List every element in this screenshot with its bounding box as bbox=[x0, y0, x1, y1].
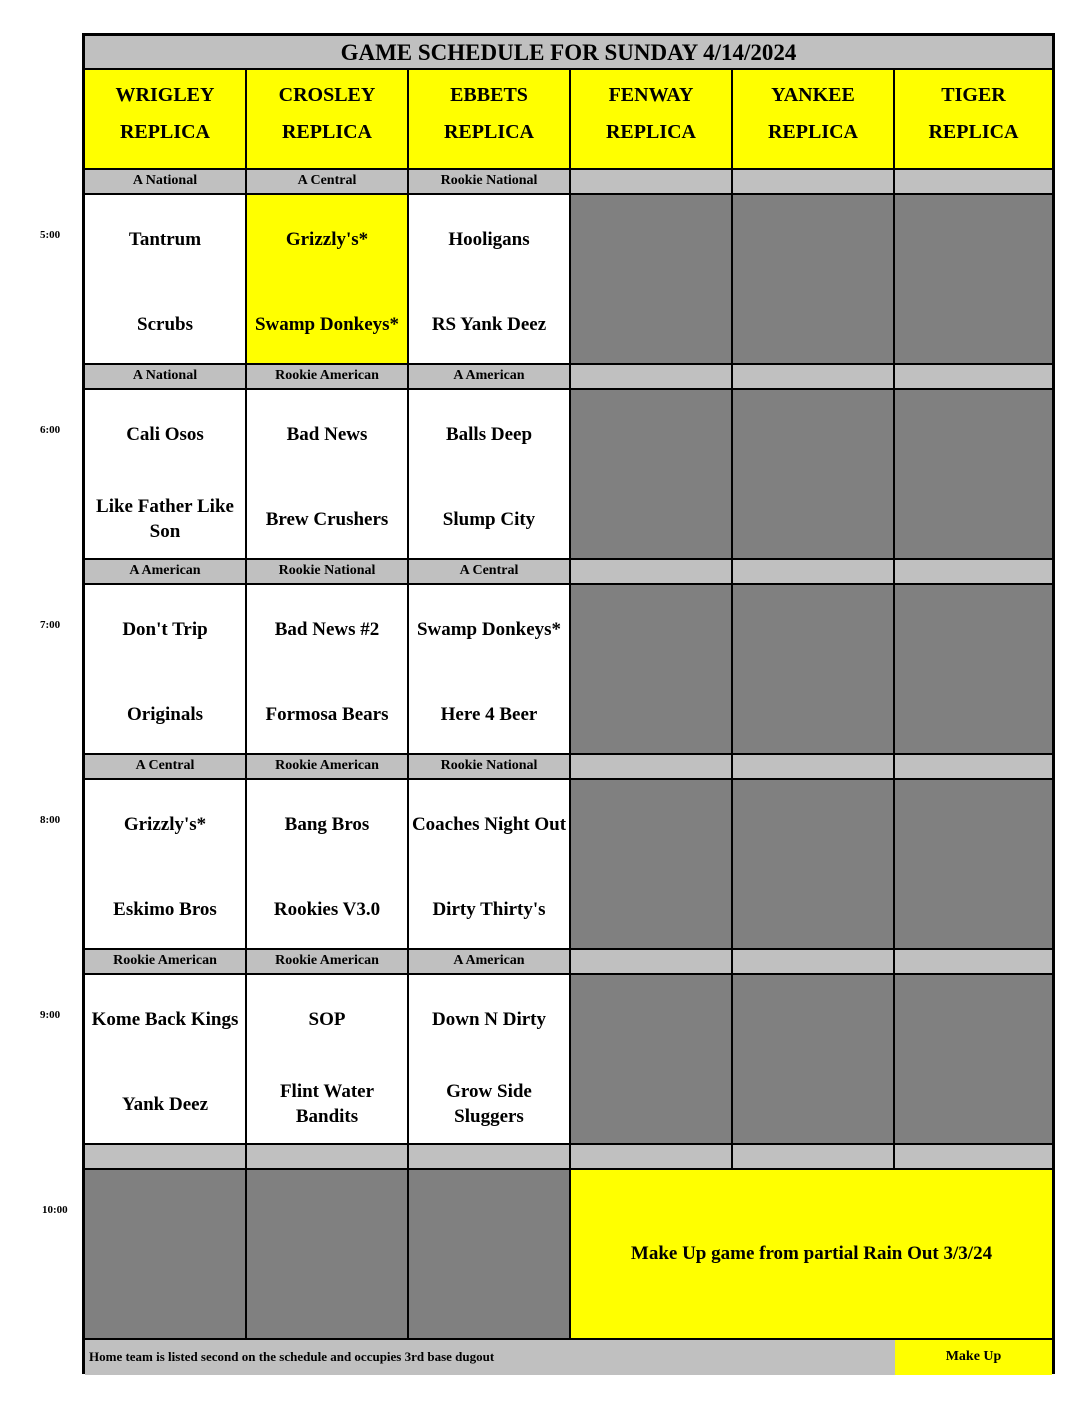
time-label: 9:00 bbox=[40, 1009, 61, 1021]
division-label-empty bbox=[247, 1145, 409, 1170]
division-label: A National bbox=[85, 170, 247, 195]
field-subtitle: REPLICA bbox=[767, 121, 858, 143]
away-team: Cali Osos bbox=[126, 423, 204, 445]
away-team: Swamp Donkeys* bbox=[416, 618, 562, 640]
division-label: A Central bbox=[247, 170, 409, 195]
unused-slot bbox=[571, 975, 733, 1145]
unused-slot bbox=[571, 390, 733, 560]
division-label-empty bbox=[733, 365, 895, 390]
unused-slot bbox=[571, 585, 733, 755]
page-title: GAME SCHEDULE FOR SUNDAY 4/14/2024 bbox=[85, 36, 1052, 70]
field-subtitle: REPLICA bbox=[928, 121, 1019, 143]
home-team: Rookies V3.0 bbox=[273, 898, 381, 920]
unused-slot bbox=[409, 1170, 571, 1340]
game-cell bbox=[85, 585, 247, 755]
game-cell bbox=[247, 780, 409, 950]
field-header-wrigley bbox=[85, 70, 247, 170]
game-cell bbox=[85, 780, 247, 950]
unused-slot bbox=[733, 975, 895, 1145]
division-label: A American bbox=[85, 560, 247, 585]
division-label-empty bbox=[571, 755, 733, 780]
division-label: Rookie National bbox=[247, 560, 409, 585]
field-name: CROSLEY bbox=[278, 84, 376, 106]
division-label-empty bbox=[733, 1145, 895, 1170]
division-label-empty bbox=[895, 950, 1052, 975]
field-subtitle: REPLICA bbox=[605, 121, 696, 143]
home-team: Slump City bbox=[442, 508, 536, 530]
away-team: Balls Deep bbox=[445, 423, 533, 445]
away-team: Down N Dirty bbox=[432, 1008, 546, 1030]
home-team: Grow Side Sluggers bbox=[446, 1081, 532, 1127]
away-team: Bad News #2 bbox=[274, 618, 380, 640]
makeup-legend: Make Up bbox=[895, 1340, 1052, 1375]
time-label: 10:00 bbox=[42, 1204, 68, 1216]
field-header-yankee bbox=[733, 70, 895, 170]
home-team: Originals bbox=[126, 703, 203, 725]
field-name: WRIGLEY bbox=[115, 84, 215, 106]
field-header-crosley bbox=[247, 70, 409, 170]
field-name: EBBETS bbox=[450, 84, 528, 106]
division-label: A American bbox=[409, 365, 571, 390]
home-team: Scrubs bbox=[137, 313, 193, 335]
division-label: A American bbox=[409, 950, 571, 975]
game-cell bbox=[247, 195, 409, 365]
division-label-empty bbox=[733, 170, 895, 195]
division-label: Rookie American bbox=[247, 950, 409, 975]
division-label-empty bbox=[571, 365, 733, 390]
away-team: Grizzly's* bbox=[123, 813, 207, 835]
schedule-table bbox=[82, 33, 1055, 1374]
field-name: TIGER bbox=[941, 84, 1006, 106]
away-team: SOP bbox=[308, 1008, 346, 1030]
time-label: 5:00 bbox=[40, 229, 61, 241]
field-subtitle: REPLICA bbox=[443, 121, 534, 143]
field-name: FENWAY bbox=[608, 84, 694, 106]
game-cell bbox=[409, 975, 571, 1145]
away-team: Tantrum bbox=[128, 228, 202, 250]
away-team: Bad News bbox=[286, 423, 368, 445]
division-label-empty bbox=[895, 170, 1052, 195]
unused-slot bbox=[733, 780, 895, 950]
unused-slot bbox=[895, 780, 1052, 950]
home-team: Dirty Thirty's bbox=[432, 898, 546, 920]
away-team: Bang Bros bbox=[284, 813, 370, 835]
division-label-empty bbox=[895, 1145, 1052, 1170]
division-label-empty bbox=[895, 560, 1052, 585]
unused-slot bbox=[895, 390, 1052, 560]
field-header-tiger bbox=[895, 70, 1052, 170]
game-cell bbox=[85, 195, 247, 365]
away-team: Hooligans bbox=[448, 228, 530, 250]
home-team: Flint Water Bandits bbox=[279, 1081, 375, 1127]
home-team: Brew Crushers bbox=[265, 508, 389, 530]
unused-slot bbox=[733, 390, 895, 560]
home-team: Here 4 Beer bbox=[440, 703, 538, 725]
division-label: Rookie American bbox=[247, 755, 409, 780]
time-column bbox=[0, 0, 80, 1408]
unused-slot bbox=[733, 195, 895, 365]
game-cell bbox=[247, 585, 409, 755]
away-team: Kome Back Kings bbox=[91, 1008, 239, 1030]
division-label-empty bbox=[571, 170, 733, 195]
division-label-empty bbox=[85, 1145, 247, 1170]
home-team: Swamp Donkeys* bbox=[254, 313, 400, 335]
division-label-empty bbox=[571, 950, 733, 975]
division-label-empty bbox=[895, 755, 1052, 780]
field-name: YANKEE bbox=[771, 84, 855, 106]
home-team: Yank Deez bbox=[121, 1093, 209, 1115]
division-label: Rookie American bbox=[85, 950, 247, 975]
division-label-empty bbox=[571, 1145, 733, 1170]
division-label: A National bbox=[85, 365, 247, 390]
unused-slot bbox=[895, 195, 1052, 365]
game-cell bbox=[409, 585, 571, 755]
away-team: Grizzly's* bbox=[285, 228, 369, 250]
unused-slot bbox=[571, 780, 733, 950]
footer-note: Home team is listed second on the schedule and occupies 3rd base dugout bbox=[85, 1340, 895, 1375]
home-team: Eskimo Bros bbox=[113, 898, 217, 920]
game-cell bbox=[247, 390, 409, 560]
division-label: A Central bbox=[409, 560, 571, 585]
away-team: Coaches Night Out bbox=[411, 813, 567, 835]
field-subtitle: REPLICA bbox=[281, 121, 372, 143]
game-cell bbox=[409, 780, 571, 950]
unused-slot bbox=[895, 585, 1052, 755]
home-team: Like Father Like Son bbox=[96, 496, 234, 542]
game-cell bbox=[409, 390, 571, 560]
division-label: Rookie National bbox=[409, 755, 571, 780]
division-label-empty bbox=[733, 560, 895, 585]
time-label: 7:00 bbox=[40, 619, 61, 631]
away-team: Don't Trip bbox=[122, 618, 208, 640]
field-subtitle: REPLICA bbox=[119, 121, 210, 143]
time-label: 6:00 bbox=[40, 424, 61, 436]
unused-slot bbox=[247, 1170, 409, 1340]
game-cell bbox=[409, 195, 571, 365]
division-label-empty bbox=[733, 755, 895, 780]
home-team: RS Yank Deez bbox=[431, 313, 547, 335]
game-cell bbox=[247, 975, 409, 1145]
makeup-banner: Make Up game from partial Rain Out 3/3/24 bbox=[571, 1170, 1052, 1340]
field-header-fenway bbox=[571, 70, 733, 170]
division-label: Rookie National bbox=[409, 170, 571, 195]
unused-slot bbox=[895, 975, 1052, 1145]
unused-slot bbox=[733, 585, 895, 755]
home-team: Formosa Bears bbox=[265, 703, 389, 725]
division-label-empty bbox=[571, 560, 733, 585]
unused-slot bbox=[571, 195, 733, 365]
game-cell bbox=[85, 975, 247, 1145]
field-header-ebbets bbox=[409, 70, 571, 170]
time-label: 8:00 bbox=[40, 814, 61, 826]
division-label-empty bbox=[733, 950, 895, 975]
division-label: Rookie American bbox=[247, 365, 409, 390]
game-cell bbox=[85, 390, 247, 560]
unused-slot bbox=[85, 1170, 247, 1340]
division-label: A Central bbox=[85, 755, 247, 780]
division-label-empty bbox=[409, 1145, 571, 1170]
division-label-empty bbox=[895, 365, 1052, 390]
